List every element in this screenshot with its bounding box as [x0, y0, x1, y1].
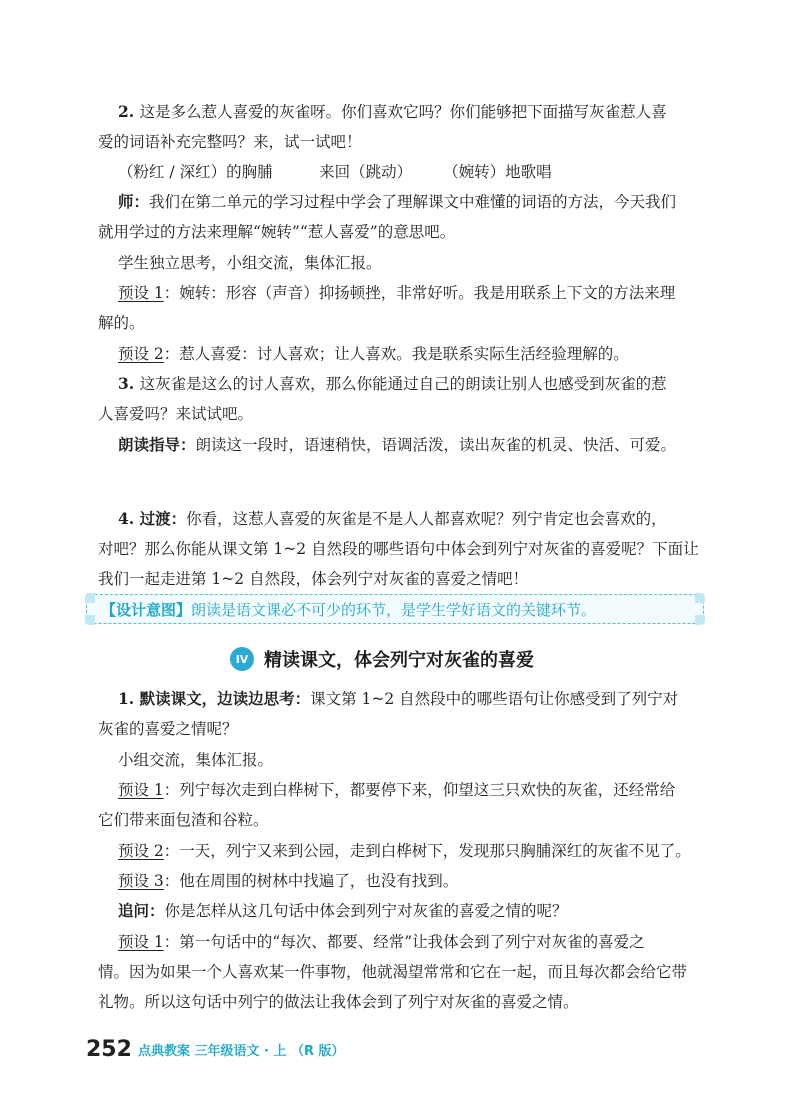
text-segment: 课文第 1~2 自然段中的哪些语句让你感受到了列宁对 — [310, 690, 679, 708]
text-line — [118, 430, 718, 460]
text-line — [98, 217, 718, 247]
preset-tag: 预设 2 — [118, 345, 164, 363]
text-segment: 解的。 — [98, 314, 145, 332]
text-segment: ：他在周围的树林中找遍了，也没有找到。 — [163, 872, 459, 890]
text-line — [118, 187, 718, 217]
text-segment: 礼物。所以这句话中列宁的做法让我体会到了列宁对灰雀的喜爱之情。 — [98, 993, 579, 1011]
text-line — [98, 308, 718, 338]
page-number: 252 — [86, 1037, 132, 1062]
text-line — [98, 987, 718, 1017]
text-segment: ：第一句话中的“每次、都要、经常”让我体会到了列宁对灰雀的喜爱之 — [163, 933, 645, 951]
text-segment: 爱的词语补充完整吗？来，试一试吧！ — [98, 133, 362, 151]
preset-tag: 预设 1 — [118, 781, 164, 799]
text-line — [118, 896, 718, 926]
text-line — [118, 97, 718, 127]
corner-decoration — [695, 593, 705, 603]
text-segment: ：惹人喜爱：讨人喜欢；让人喜欢。我是联系实际生活经验理解的。 — [163, 345, 629, 363]
text-line — [98, 564, 718, 594]
text-line — [98, 957, 718, 987]
text-segment: 情。因为如果一个人喜欢某一件事物，他就渴望常常和它在一起，而且每次都会给它带 — [98, 963, 688, 981]
text-segment: 这是多么惹人喜爱的灰雀呀。你们喜欢它吗？你们能够把下面描写灰雀惹人喜 — [139, 103, 667, 121]
text-segment: 灰雀的喜爱之情呢？ — [98, 720, 238, 738]
text-segment: ：一天，列宁又来到公园，走到白桦树下，发现那只胸脯深红的灰雀不见了。 — [163, 842, 691, 860]
text-segment: 就用学过的方法来理解“婉转”“惹人喜爱”的意思吧。 — [98, 223, 456, 241]
bold-label: 3. — [118, 374, 140, 393]
text-line — [118, 157, 718, 187]
callout-body: 朗读是语文课必不可少的环节，是学生学好语文的关键环节。 — [191, 601, 597, 619]
book-info: 点典教案 三年级语文 · 上 （R 版） — [137, 1044, 345, 1059]
text-segment: 学生独立思考，小组交流，集体汇报。 — [118, 254, 382, 272]
preset-tag: 预设 2 — [118, 842, 164, 860]
bold-label: 朗读指导： — [118, 435, 196, 454]
section-title: 精读课文，体会列宁对灰雀的喜爱 — [264, 650, 534, 671]
text-line — [118, 684, 718, 714]
callout-text — [101, 599, 596, 620]
text-segment: 朗读这一段时，语速稍快，语调活泼，读出灰雀的机灵、快活、可爱。 — [195, 436, 677, 454]
text-segment: 我们在第二单元的学习过程中学会了理解课文中难懂的词语的方法，今天我们 — [149, 193, 677, 211]
bold-label: 4. 过渡： — [118, 509, 187, 528]
text-line — [98, 127, 718, 157]
preset-tag: 预设 1 — [118, 284, 164, 302]
section-number-badge: IV — [230, 647, 254, 671]
text-line — [118, 927, 718, 957]
text-segment: 人喜爱吗？来试试吧。 — [98, 405, 254, 423]
text-segment: 你看，这惹人喜爱的灰雀是不是人人都喜欢呢？列宁肯定也会喜欢的， — [186, 510, 667, 528]
text-line — [98, 714, 718, 744]
text-line — [118, 369, 718, 399]
text-segment: （粉红 / 深红）的胸脯 来回（跳动） （婉转）地歌唱 — [118, 163, 552, 181]
callout-label: 【设计意图】 — [101, 601, 192, 619]
section-heading — [230, 644, 534, 674]
bold-label: 2. — [118, 102, 140, 121]
text-line — [118, 278, 718, 308]
preset-tag: 预设 1 — [118, 933, 164, 951]
page-footer — [86, 1033, 345, 1063]
text-line — [98, 805, 718, 835]
text-line — [118, 775, 718, 805]
text-segment: 对吧？那么你能从课文第 1~2 自然段的哪些语句中体会到列宁对灰雀的喜爱呢？下面让 — [98, 540, 699, 558]
text-line — [118, 504, 718, 534]
text-line — [118, 866, 718, 896]
text-segment: 小组交流，集体汇报。 — [118, 751, 274, 769]
text-line — [98, 399, 718, 429]
text-segment: 这灰雀是这么的讨人喜欢，那么你能通过自己的朗读让别人也感受到灰雀的惹 — [139, 375, 667, 393]
text-line — [118, 248, 718, 278]
bold-label: 师： — [118, 192, 150, 211]
preset-tag: 预设 3 — [118, 872, 164, 890]
bold-label: 追问： — [118, 901, 165, 920]
corner-decoration — [85, 615, 95, 625]
text-segment: 我们一起走进第 1~2 自然段，体会列宁对灰雀的喜爱之情吧！ — [98, 570, 529, 588]
text-segment: 你是怎样从这几句话中体会到列宁对灰雀的喜爱之情的呢？ — [164, 902, 568, 920]
corner-decoration — [85, 593, 95, 603]
text-line — [118, 339, 718, 369]
text-line — [118, 745, 718, 775]
text-segment: 它们带来面包渣和谷粒。 — [98, 811, 269, 829]
text-segment: ：列宁每次走到白桦树下，都要停下来，仰望这三只欢快的灰雀，还经常给 — [163, 781, 676, 799]
corner-decoration — [695, 615, 705, 625]
design-intent-callout — [86, 594, 704, 624]
text-segment: ：婉转：形容（声音）抑扬顿挫，非常好听。我是用联系上下文的方法来理 — [163, 284, 676, 302]
bold-label: 1. 默读课文，边读边思考： — [118, 689, 311, 708]
text-line — [98, 534, 718, 564]
text-line — [118, 836, 718, 866]
